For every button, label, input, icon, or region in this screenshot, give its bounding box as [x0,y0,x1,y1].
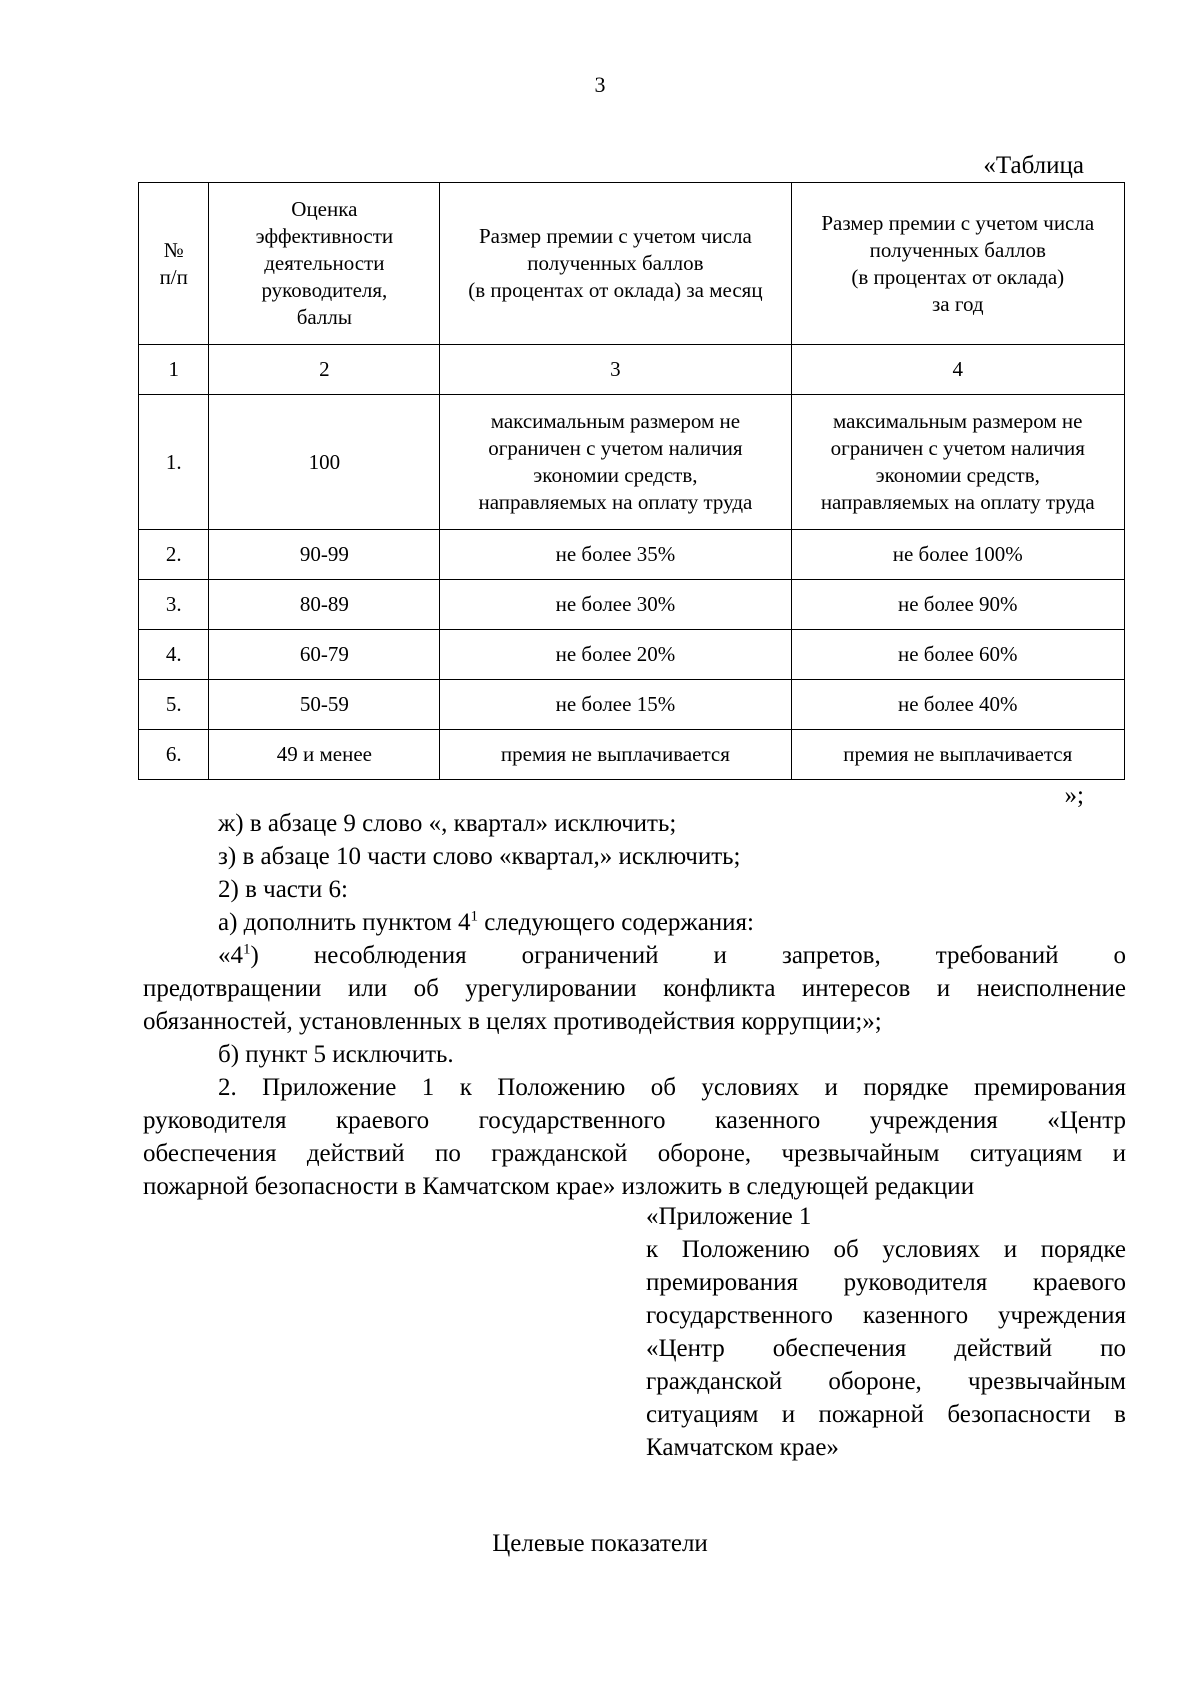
table-row [139,680,1125,730]
amendment-list [143,807,1126,1203]
row-yearly-bonus: не более 40% [791,680,1124,730]
row-yearly-bonus: премия не выплачивается [791,730,1124,780]
column-number: 1 [139,345,209,395]
row-monthly-bonus: не более 30% [440,580,791,630]
quote-line-3: обязанностей, установленных в целях противодействия коррупции;»; [143,1008,882,1035]
item-zh: ж) в абзаце 9 слово «, квартал» исключить; [218,810,677,837]
row-score: 49 и менее [209,730,440,780]
table-caption: «Таблица [983,152,1084,179]
paragraph-2-line-1: 2. Приложение 1 к Положению об условиях и порядке премирования [218,1074,1126,1101]
column-number: 4 [791,345,1124,395]
row-number: 5. [139,680,209,730]
item-a-text: а) дополнить пунктом 4 [218,909,471,936]
appendix-title: «Приложение 1 [646,1203,812,1230]
item-z: з) в абзаце 10 части слово «квартал,» исключить; [218,843,741,870]
table-row [139,530,1125,580]
column-number: 3 [440,345,791,395]
row-monthly-bonus: максимальным размером не ограничен с учетом наличия экономии средств, направляемых на оплату труда [440,395,791,530]
row-yearly-bonus: не более 60% [791,630,1124,680]
table-row [139,630,1125,680]
section-title: Целевые показатели [492,1530,708,1557]
row-yearly-bonus: не более 90% [791,580,1124,630]
paragraph-2-line-4: пожарной безопасности в Камчатском крае» изложить в следующей редакции [143,1173,975,1200]
header-monthly-bonus: Размер премии с учетом числа полученных баллов (в процентах от оклада) за месяц [440,183,791,345]
appendix-text: к Положению об условиях и порядке премирования руководителя краевого государственного казенного учреждения «Центр обеспечения действий по гражданской обороне, чрезвычайным ситуациям и пожарной безопасности в Камчатском крае» [646,1236,1126,1461]
item-part6: 2) в части 6: [218,876,348,903]
appendix-block [646,1200,1126,1464]
row-score: 90-99 [209,530,440,580]
item-a-text-end: следующего содержания: [478,909,754,936]
row-monthly-bonus: не более 15% [440,680,791,730]
table-row [139,580,1125,630]
item-b: б) пункт 5 исключить. [218,1041,454,1068]
row-number: 6. [139,730,209,780]
header-yearly-bonus: Размер премии с учетом числа полученных баллов (в процентах от оклада) за год [791,183,1124,345]
table-row [139,395,1125,530]
row-number: 3. [139,580,209,630]
row-score: 100 [209,395,440,530]
quote-line-1-text: ) несоблюдения ограничений и запретов, требований о [250,942,1126,969]
row-yearly-bonus: максимальным размером не ограничен с учетом наличия экономии средств, направляемых на оплату труда [791,395,1124,530]
header-score: Оценка эффективности деятельности руководителя, баллы [209,183,440,345]
row-monthly-bonus: не более 35% [440,530,791,580]
table-row [139,730,1125,780]
row-number: 2. [139,530,209,580]
row-monthly-bonus: не более 20% [440,630,791,680]
quote-open: «4 [218,942,243,969]
row-score: 80-89 [209,580,440,630]
column-number-row [139,345,1125,395]
quote-line-1 [143,939,1126,972]
header-number: № п/п [139,183,209,345]
paragraph-2-line-3: обеспечения действий по гражданской обороне, чрезвычайным ситуациям и [143,1140,1126,1167]
bonus-table [138,182,1125,780]
quote-superscript: 1 [243,941,251,958]
item-a [143,906,1126,939]
table-closing-quote: »; [1064,782,1084,809]
table-header-row [139,183,1125,345]
row-yearly-bonus: не более 100% [791,530,1124,580]
item-a-superscript: 1 [470,908,479,925]
page-number: 3 [594,72,606,97]
row-number: 4. [139,630,209,680]
row-monthly-bonus: премия не выплачивается [440,730,791,780]
row-number: 1. [139,395,209,530]
row-score: 50-59 [209,680,440,730]
column-number: 2 [209,345,440,395]
paragraph-2-line-2: руководителя краевого государственного казенного учреждения «Центр [143,1107,1126,1134]
quote-line-2: предотвращении или об урегулировании конфликта интересов и неисполнение [143,975,1126,1002]
row-score: 60-79 [209,630,440,680]
